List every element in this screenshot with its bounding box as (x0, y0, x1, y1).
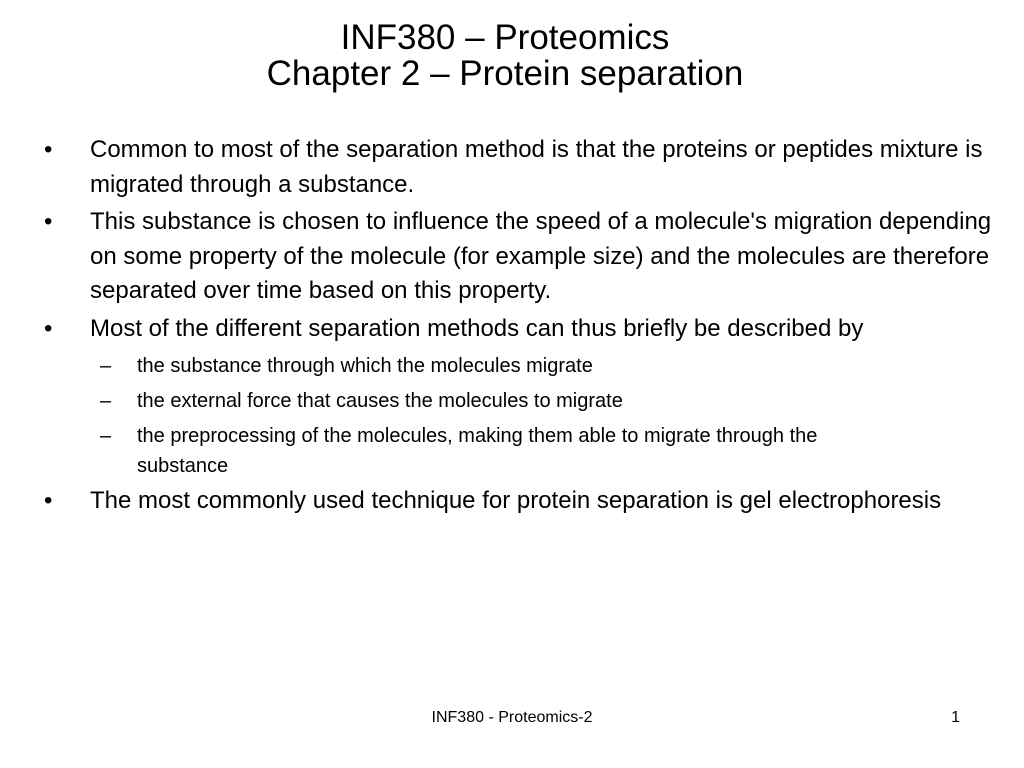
bullet-item (0, 312, 1000, 347)
footer-title: INF380 - Proteomics-2 (431, 709, 593, 726)
bullet-marker: • (44, 136, 53, 163)
title-line-1: INF380 – Proteomics (340, 18, 670, 57)
bullet-text: Common to most of the separation method is that the proteins or peptides mixture is migrated through a substance. (90, 136, 983, 198)
sub-bullet-item (0, 421, 1000, 481)
slide-number: 1 (951, 709, 960, 726)
sub-bullet-item (0, 351, 1000, 381)
sub-bullet-marker: – (100, 425, 112, 447)
bullet-item (0, 205, 1000, 309)
bullet-item (0, 133, 1000, 202)
bullet-marker: • (44, 314, 53, 342)
sub-bullet-text: the external force that causes the molecules to migrate (137, 390, 623, 412)
sub-bullet-list (0, 351, 1000, 481)
bullet-marker: • (44, 208, 53, 235)
sub-bullet-marker: – (100, 390, 112, 412)
sub-bullet-item (0, 386, 1000, 416)
bullet-text: This substance is chosen to influence the speed of a molecule's migration depending on some property of the molecule (for example size) and the molecules are therefore separated over time based on this property. (90, 208, 992, 304)
bullet-text: Most of the different separation methods can thus briefly be described by (90, 314, 864, 342)
bullet-list (0, 133, 1000, 522)
slide-title (0, 20, 1010, 92)
title-line-2: Chapter 2 – Protein separation (266, 54, 744, 93)
sub-bullet-text: the preprocessing of the molecules, making them able to migrate through the substance (137, 425, 818, 477)
sub-bullet-text: the substance through which the molecules migrate (137, 355, 593, 377)
sub-bullet-marker: – (100, 355, 112, 377)
bullet-text: The most commonly used technique for protein separation is gel electrophoresis (90, 487, 942, 514)
bullet-item (0, 484, 1000, 519)
bullet-marker: • (44, 487, 53, 514)
